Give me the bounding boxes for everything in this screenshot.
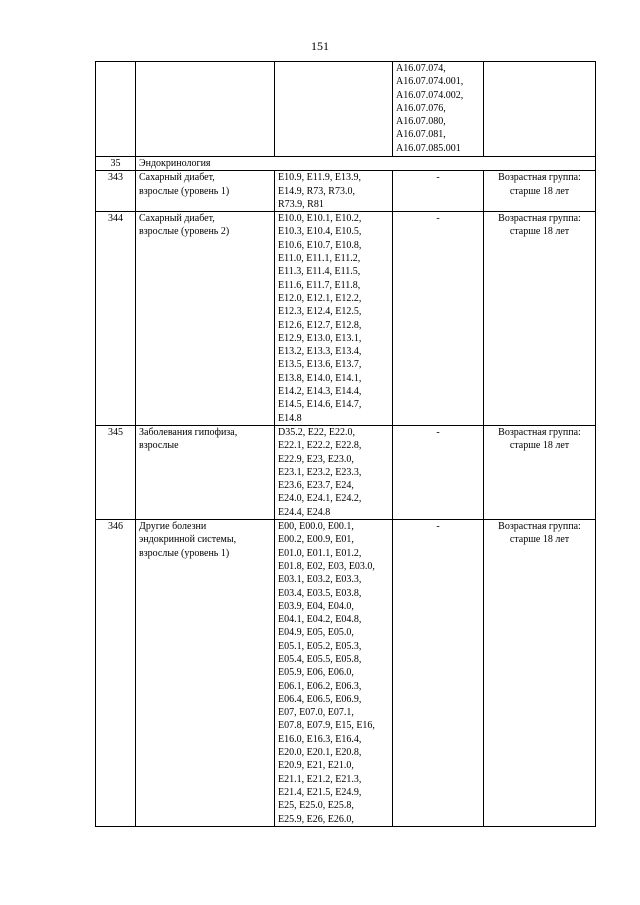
cell-name	[136, 62, 275, 157]
cell-services: A16.07.074, A16.07.074.001, A16.07.074.002, A16.07.076, A16.07.080, A16.07.081, A16.07.085.001	[393, 62, 484, 157]
row-name: Сахарный диабет, взрослые (уровень 2)	[136, 212, 275, 426]
row-number: 346	[96, 520, 136, 827]
row-note: Возрастная группа: старше 18 лет	[484, 212, 596, 426]
table-row	[96, 171, 596, 212]
row-name: Заболевания гипофиза, взрослые	[136, 425, 275, 519]
row-name: Другие болезни эндокринной системы, взрослые (уровень 1)	[136, 520, 275, 827]
section-row	[96, 157, 596, 171]
table-row-continuation	[96, 62, 596, 157]
row-number: 345	[96, 425, 136, 519]
row-codes: D35.2, E22, E22.0, E22.1, E22.2, E22.8, E22.9, E23, E23.0, E23.1, E23.2, E23.3, E23.6, E23.7, E24, E24.0, E24.1, E24.2, E24.4, E24.8	[275, 425, 393, 519]
table-row	[96, 212, 596, 426]
row-services: -	[393, 171, 484, 212]
cell-note	[484, 62, 596, 157]
table-row	[96, 520, 596, 827]
row-codes: E10.9, E11.9, E13.9, E14.9, R73, R73.0, R73.9, R81	[275, 171, 393, 212]
cell-number	[96, 62, 136, 157]
row-number: 344	[96, 212, 136, 426]
row-services: -	[393, 520, 484, 827]
cell-codes	[275, 62, 393, 157]
row-note: Возрастная группа: старше 18 лет	[484, 171, 596, 212]
table-row	[96, 425, 596, 519]
row-codes: E10.0, E10.1, E10.2, E10.3, E10.4, E10.5, E10.6, E10.7, E10.8, E11.0, E11.1, E11.2, E11.3, E11.4, E11.5, E11.6, E11.7, E11.8, E12.0, E12.1, E12.2, E12.3, E12.4, E12.5, E12.6, E12.7, E12.8, E12.9, E13.0, E13.1, E13.2, E13.3, E13.4, E13.5, E13.6, E13.7, E13.8, E14.0, E14.1, E14.2, E14.3, E14.4, E14.5, E14.6, E14.7, E14.8	[275, 212, 393, 426]
page-number: 151	[311, 39, 329, 53]
row-name: Сахарный диабет, взрослые (уровень 1)	[136, 171, 275, 212]
section-title: Эндокринология	[136, 157, 596, 171]
row-codes: E00, E00.0, E00.1, E00.2, E00.9, E01, E01.0, E01.1, E01.2, E01.8, E02, E03, E03.0, E03.1, E03.2, E03.3, E03.4, E03.5, E03.8, E03.9, E04, E04.0, E04.1, E04.2, E04.8, E04.9, E05, E05.0, E05.1, E05.2, E05.3, E05.4, E05.5, E05.8, E05.9, E06, E06.0, E06.1, E06.2, E06.3, E06.4, E06.5, E06.9, E07, E07.0, E07.1, E07.8, E07.9, E15, E16, E16.0, E16.3, E16.4, E20.0, E20.1, E20.8, E20.9, E21, E21.0, E21.1, E21.2, E21.3, E21.4, E21.5, E24.9, E25, E25.0, E25.8, E25.9, E26, E26.0,	[275, 520, 393, 827]
row-number: 343	[96, 171, 136, 212]
row-note: Возрастная группа: старше 18 лет	[484, 520, 596, 827]
kpg-table	[95, 61, 596, 827]
row-note: Возрастная группа: старше 18 лет	[484, 425, 596, 519]
row-services: -	[393, 425, 484, 519]
row-services: -	[393, 212, 484, 426]
section-number: 35	[96, 157, 136, 171]
